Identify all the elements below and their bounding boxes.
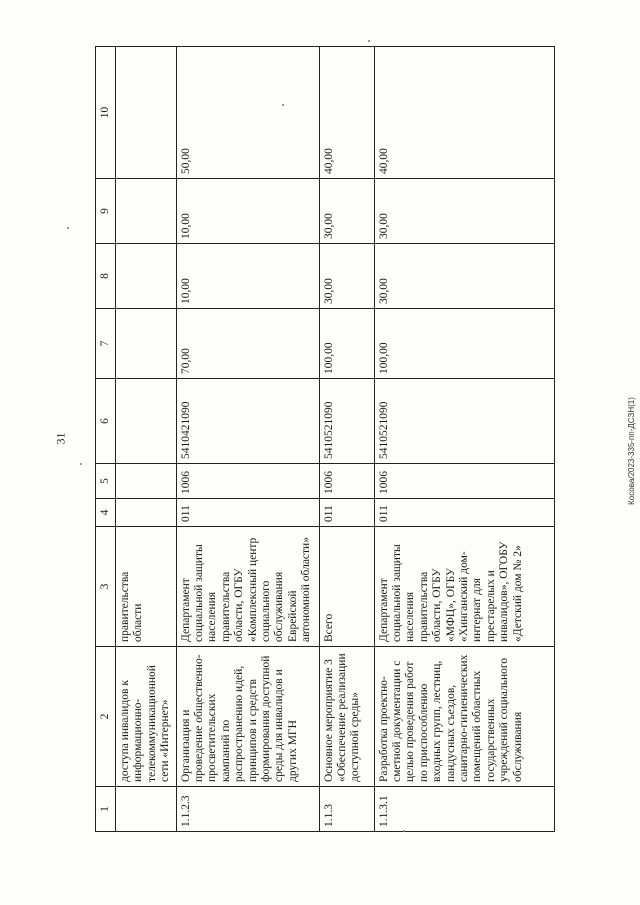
header-cell: 7 — [96, 309, 116, 379]
cell-code — [116, 787, 177, 832]
cell-year-2: 30,00 — [319, 179, 374, 244]
cell-year-2: 30,00 — [374, 179, 554, 244]
scan-speck — [67, 227, 69, 229]
header-cell: 5 — [96, 464, 116, 499]
scan-speck — [403, 830, 405, 832]
header-cell: 2 — [96, 647, 116, 787]
header-cell: 6 — [96, 379, 116, 464]
table-row — [116, 47, 177, 832]
table-row — [374, 47, 554, 832]
cell-total: 70,00 — [176, 309, 319, 379]
header-cell: 8 — [96, 244, 116, 309]
scan-speck — [80, 463, 82, 465]
cell-csr — [116, 379, 177, 464]
cell-section: 1006 — [176, 464, 319, 499]
cell-executor: Департамент социальной защиты населения правительства области, ОГБУ «МФЦ», ОГБУ «Хинганский дом-интернат для престарелых и инвалидов», ОГОБУ «Детский дом № 2» — [374, 527, 554, 647]
cell-name: Основное мероприятие 3 «Обеспечение реализации доступной среды» — [319, 647, 374, 787]
header-cell: 3 — [96, 527, 116, 647]
scan-speck — [282, 104, 284, 106]
cell-year-2: 10,00 — [176, 179, 319, 244]
cell-year-3: 40,00 — [319, 47, 374, 179]
cell-name: Разработка проектно-сметной документации с целью проведения работ по приспособлению входных групп, лестниц, пандусных съездов, санитарно-гигиенических помещений областных государственных учреждений социального обслуживания — [374, 647, 554, 787]
cell-section — [116, 464, 177, 499]
cell-grbs: 011 — [319, 499, 374, 527]
cell-grbs — [116, 499, 177, 527]
page-number: 31 — [53, 432, 68, 445]
cell-year-3: 50,00 — [176, 47, 319, 179]
cell-name: Организация и проведение общественно-просветительских кампаний по распространению идей, принципов и средств формирования доступной среды для инвалидов и других МГН — [176, 647, 319, 787]
cell-grbs: 011 — [374, 499, 554, 527]
table-row — [319, 47, 374, 832]
header-cell: 9 — [96, 179, 116, 244]
cell-total: 100,00 — [319, 309, 374, 379]
header-row — [96, 47, 116, 832]
cell-year-3: 40,00 — [374, 47, 554, 179]
cell-section: 1006 — [319, 464, 374, 499]
header-cell: 4 — [96, 499, 116, 527]
cell-code: 1.1.3.1 — [374, 787, 554, 832]
cell-year-1: 30,00 — [319, 244, 374, 309]
cell-year-1: 30,00 — [374, 244, 554, 309]
cell-year-1 — [116, 244, 177, 309]
cell-name: доступа инвалидов к информационно-телекоммуникационной сети «Интернет» — [116, 647, 177, 787]
cell-csr: 5410421090 — [176, 379, 319, 464]
cell-year-3 — [116, 47, 177, 179]
cell-code: 1.1.2.3 — [176, 787, 319, 832]
cell-total — [116, 309, 177, 379]
cell-total: 100,00 — [374, 309, 554, 379]
scan-speck — [368, 40, 370, 42]
cell-grbs: 011 — [176, 499, 319, 527]
cell-executor: правительства области — [116, 527, 177, 647]
cell-executor: Департамент социальной защиты населения правительства области, ОГБУ «Комплексный центр социального обслуживания Еврейской автономной области» — [176, 527, 319, 647]
header-cell: 1 — [96, 787, 116, 832]
footer-reference: Косова/2023-335-пп-ДСЗН(1) — [627, 397, 636, 505]
cell-csr: 5410521090 — [319, 379, 374, 464]
cell-csr: 5410521090 — [374, 379, 554, 464]
budget-table — [95, 46, 555, 832]
table-row — [176, 47, 319, 832]
cell-year-1: 10,00 — [176, 244, 319, 309]
header-cell: 10 — [96, 47, 116, 179]
cell-executor: Всего — [319, 527, 374, 647]
cell-year-2 — [116, 179, 177, 244]
cell-code: 1.1.3 — [319, 787, 374, 832]
cell-section: 1006 — [374, 464, 554, 499]
table-sheet — [95, 47, 570, 832]
